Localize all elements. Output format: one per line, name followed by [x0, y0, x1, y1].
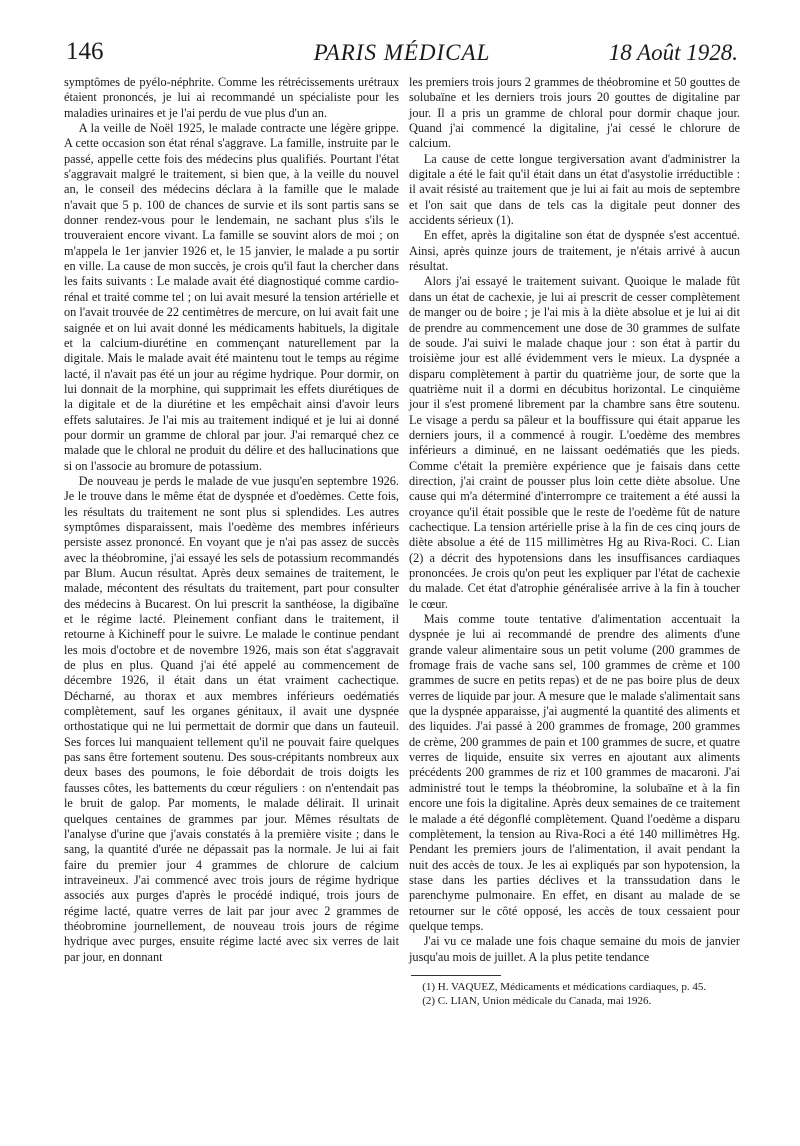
paragraph: Alors j'ai essayé le traitement suivant. Quoique le malade fût dans un état de cachexie, je lui ai prescrit de cesser complètement de manger ou de boire ; je l'ai mis à la diète absolue et je lui ai dit de prendre au commencement une dose de 30 grammes de sulfate de soude. J'ai suivi le malade chaque jour : son état à partir du troisième jour est allé évidemment vers le mieux. La dyspnée a disparu complètement à partir du quatrième jour, de sorte que la quatrième nuit il a dormi en décubitus horizontal. Le cinquième jour il s'est promené librement par la chambre sans être soutenu. Le visage a perdu sa pâleur et la bouffissure qui était apparue les derniers jours, il a commencé à rougir. L'oedème des membres inférieurs a diminué, en ne laissant oedématiés que les pieds. Comme c'était la première expérience que je faisais dans cette direction, j'ai craint de pousser plus loin cette diète absolue. Une cause qui m'a déterminé d'interrompre ce traitement a été aussi la croyance qu'il était possible que le reste de l'oedème fût de nature cachectique. La tension artérielle prise à la fin de ces cinq jours de diète absolue a été de 115 millimètres Hg au Riva-Roci. C. Lian (2) a décrit des hypotensions dans les insuffisances cardiaques prononcées. Je crois qu'on peut les expliquer par l'état de cachexie du malade. Cet état d'atrophie généralisée arrive à la fin à toucher le cœur.	[409, 274, 740, 611]
page-number: 146	[66, 38, 104, 65]
footnote: (2) C. LIAN, Union médicale du Canada, mai 1926.	[422, 994, 652, 1007]
footnote: (1) H. VAQUEZ, Médicaments et médications cardiaques, p. 45.	[422, 980, 707, 993]
paragraph: les premiers trois jours 2 grammes de théobromine et 50 gouttes de solubaïne et les derniers trois jours 20 gouttes de digitaline par jour. Il a pris un gramme de chloral pour dormir chaque jour. Quand j'ai commencé la digitaline, j'ai cessé le chlorure de calcium.	[409, 75, 740, 151]
paragraph: En effet, après la digitaline son état de dyspnée s'est accentué. Ainsi, après quinze jours de traitement, je n'étais arrivé à aucun résultat.	[409, 228, 740, 274]
left-column	[64, 75, 399, 965]
paragraph: La cause de cette longue tergiversation avant d'administrer la digitale a été le fait qu'il était dans un état d'asystolie irréductible : il avait résisté au traitement que je lui ai fait au mois de septembre et l'on sait que dans de tels cas la digitale peut donner des accidents sérieux (1).	[409, 151, 740, 228]
paragraph: De nouveau je perds le malade de vue jusqu'en septembre 1926. Je le trouve dans le même état de dyspnée et d'oedèmes. Cette fois, les résultats du traitement ne sont plus si splendides. Les autres symptômes disparaissent, mais l'oedème des membres inférieurs persiste assez prononcé. En voyant que je n'ai pas assez de succès avec la théobromine, j'ai essayé les sels de potassium recommandés par Blum. Aucun résultat. Après deux semaines de traitement, le malade, mécontent des résultats du traitement, part pour consulter des médecins à Bucarest. On lui prescrit la santhéose, la digibaïne et le régime lacté. Pleinement confiant dans le traitement, il retourne à Kichineff pour le suivre. Le malade le continue pendant les mois d'octobre et de novembre 1926, mais son état s'aggravait de plus en plus. Quand j'ai été appelé au commencement de décembre 1926, il était dans un état vraiment cachectique. Décharné, au thorax et aux membres inférieurs oedématiés complètement, sauf les organes génitaux, il avait une dyspnée orthostatique qui ne lui permettait de dormir que dans un fauteuil. Ses forces lui manquaient tellement qu'il ne pouvait faire quelques pas sans être fortement soutenu. Des sous-crépitants nombreux aux deux bases des poumons, le foie débordait de trois doigts les fausses côtes, les battements du cœur réguliers : on n'entendait pas le bruit de galop. Par moments, le malade délirait. Il urinait quelques centaines de grammes par jour. Mêmes résultats de l'analyse d'urine que j'avais constatés à la première visite ; dans le sang, la quantité d'urée ne dépassait pas la normale. Je lui ai fait faire du premier jour 4 grammes de chlorure de calcium intraveineux. J'ai commencé avec trois jours de régime hydrique associés aux purges d'après le procédé indiqué, trois jours de régime lacté, quatre verres de lait par jour avec 2 grammes de théobromine journellement, de nouveau trois jours de régime hydrique avec purges, ensuite régime lacté avec six verres de lait par jour, en donnant	[64, 473, 399, 964]
paragraph: J'ai vu ce malade une fois chaque semaine du mois de janvier jusqu'au mois de juillet. A la plus petite tendance	[409, 934, 740, 964]
issue-date: 18 Août 1928.	[608, 40, 738, 65]
paragraph: Mais comme toute tentative d'alimentation accentuait la dyspnée je lui ai recommandé de prendre des aliments d'une grande valeur alimentaire sous un petit volume (200 grammes de fromage frais de vache sans sel, 100 grammes de crème et 100 grammes de sucre en petits repas) et de ne pas boire plus de deux verres de liquide par jour. A mesure que le malade s'alimentait sans que la dyspnée apparaisse, j'ai augmenté la quantité des aliments et des liquides. J'ai passé à 200 grammes de fromage, 200 grammes de crème, 200 grammes de pain et 100 grammes de sucre, et quatre verres de liquide, ensuite six verres en ajoutant aux aliments précédents 200 grammes de riz et 100 grammes de macaroni. J'ai administré tout le temps la théobromine, la solubaïne et à la fin encore une fois la digitaline. Après deux semaines de ce traitement le malade a été dégonflé complètement. Quand l'oedème a disparu complètement, la tension au Riva-Roci a été 140 millimètres Hg. Pendant les premiers jours de l'alimentation, il avait pendant la nuit des accès de toux. Je les ai expliqués par son hypotension, la stase dans les parties déclives et la transsudation dans le parenchyme pulmonaire. En effet, en disant au malade de se retourner sur le côté opposé, les accès de toux cessaient pour quelque temps.	[409, 612, 740, 933]
footnote-rule	[411, 975, 501, 976]
paragraph: symptômes de pyélo-néphrite. Comme les rétrécissements urétraux étaient prononcés, je lui ai recommandé un spécialiste pour les maladies urinaires et je l'ai perdu de vue plus d'un an.	[64, 75, 399, 120]
right-column	[409, 75, 740, 1008]
page-header	[66, 38, 738, 78]
paragraph: A la veille de Noël 1925, le malade contracte une légère grippe. A cette occasion son état rénal s'aggrave. La famille, instruite par le passé, appelle cette fois des médecins plus qualifiés. Pourtant l'état s'aggravait malgré le traitement, si bien que, à la veille du nouvel an, le conseil des médecins déclara à la famille que le malade n'avait que 5 p. 100 de chances de survie et ils sont partis sans se donner rendez-vous pour le lendemain, ne sachant plus s'ils le trouveraient encore vivant. La famille se souvint alors de moi ; on m'appela le 1er janvier 1926 et, le 15 janvier, le malade a pu sortir en ville. La cause de mon succès, je crois qu'il faut la chercher dans les faits suivants : Le malade avait été diagnostiqué comme cardio-rénal et traité comme tel ; on lui avait mesuré la tension artérielle et on l'avait trouvée de 22 centimètres de mercure, on lui avait fait une saignée et on lui avait donné les médicaments habituels, la digitale et la calcium-diurétine en commençant naturellement par la digitale. Mais le malade avait été maintenu tout le temps au régime lacté, il n'avait pas été un jour au régime hydrique. Pour dormir, on lui donnait de la morphine, qui supprimait les effets diurétiques de la digitale et de la diurétine et les empêchait ainsi d'avoir leurs effets salutaires. Je l'ai mis au traitement indiqué et je lui ai donné pour dormir un gramme de chloral par jour. J'ai remarqué chez ce malade que le chloral ne produit du délire et des hallucinations que si on l'associe au bromure de potassium.	[64, 121, 399, 473]
journal-title: PARIS MÉDICAL	[313, 40, 491, 65]
